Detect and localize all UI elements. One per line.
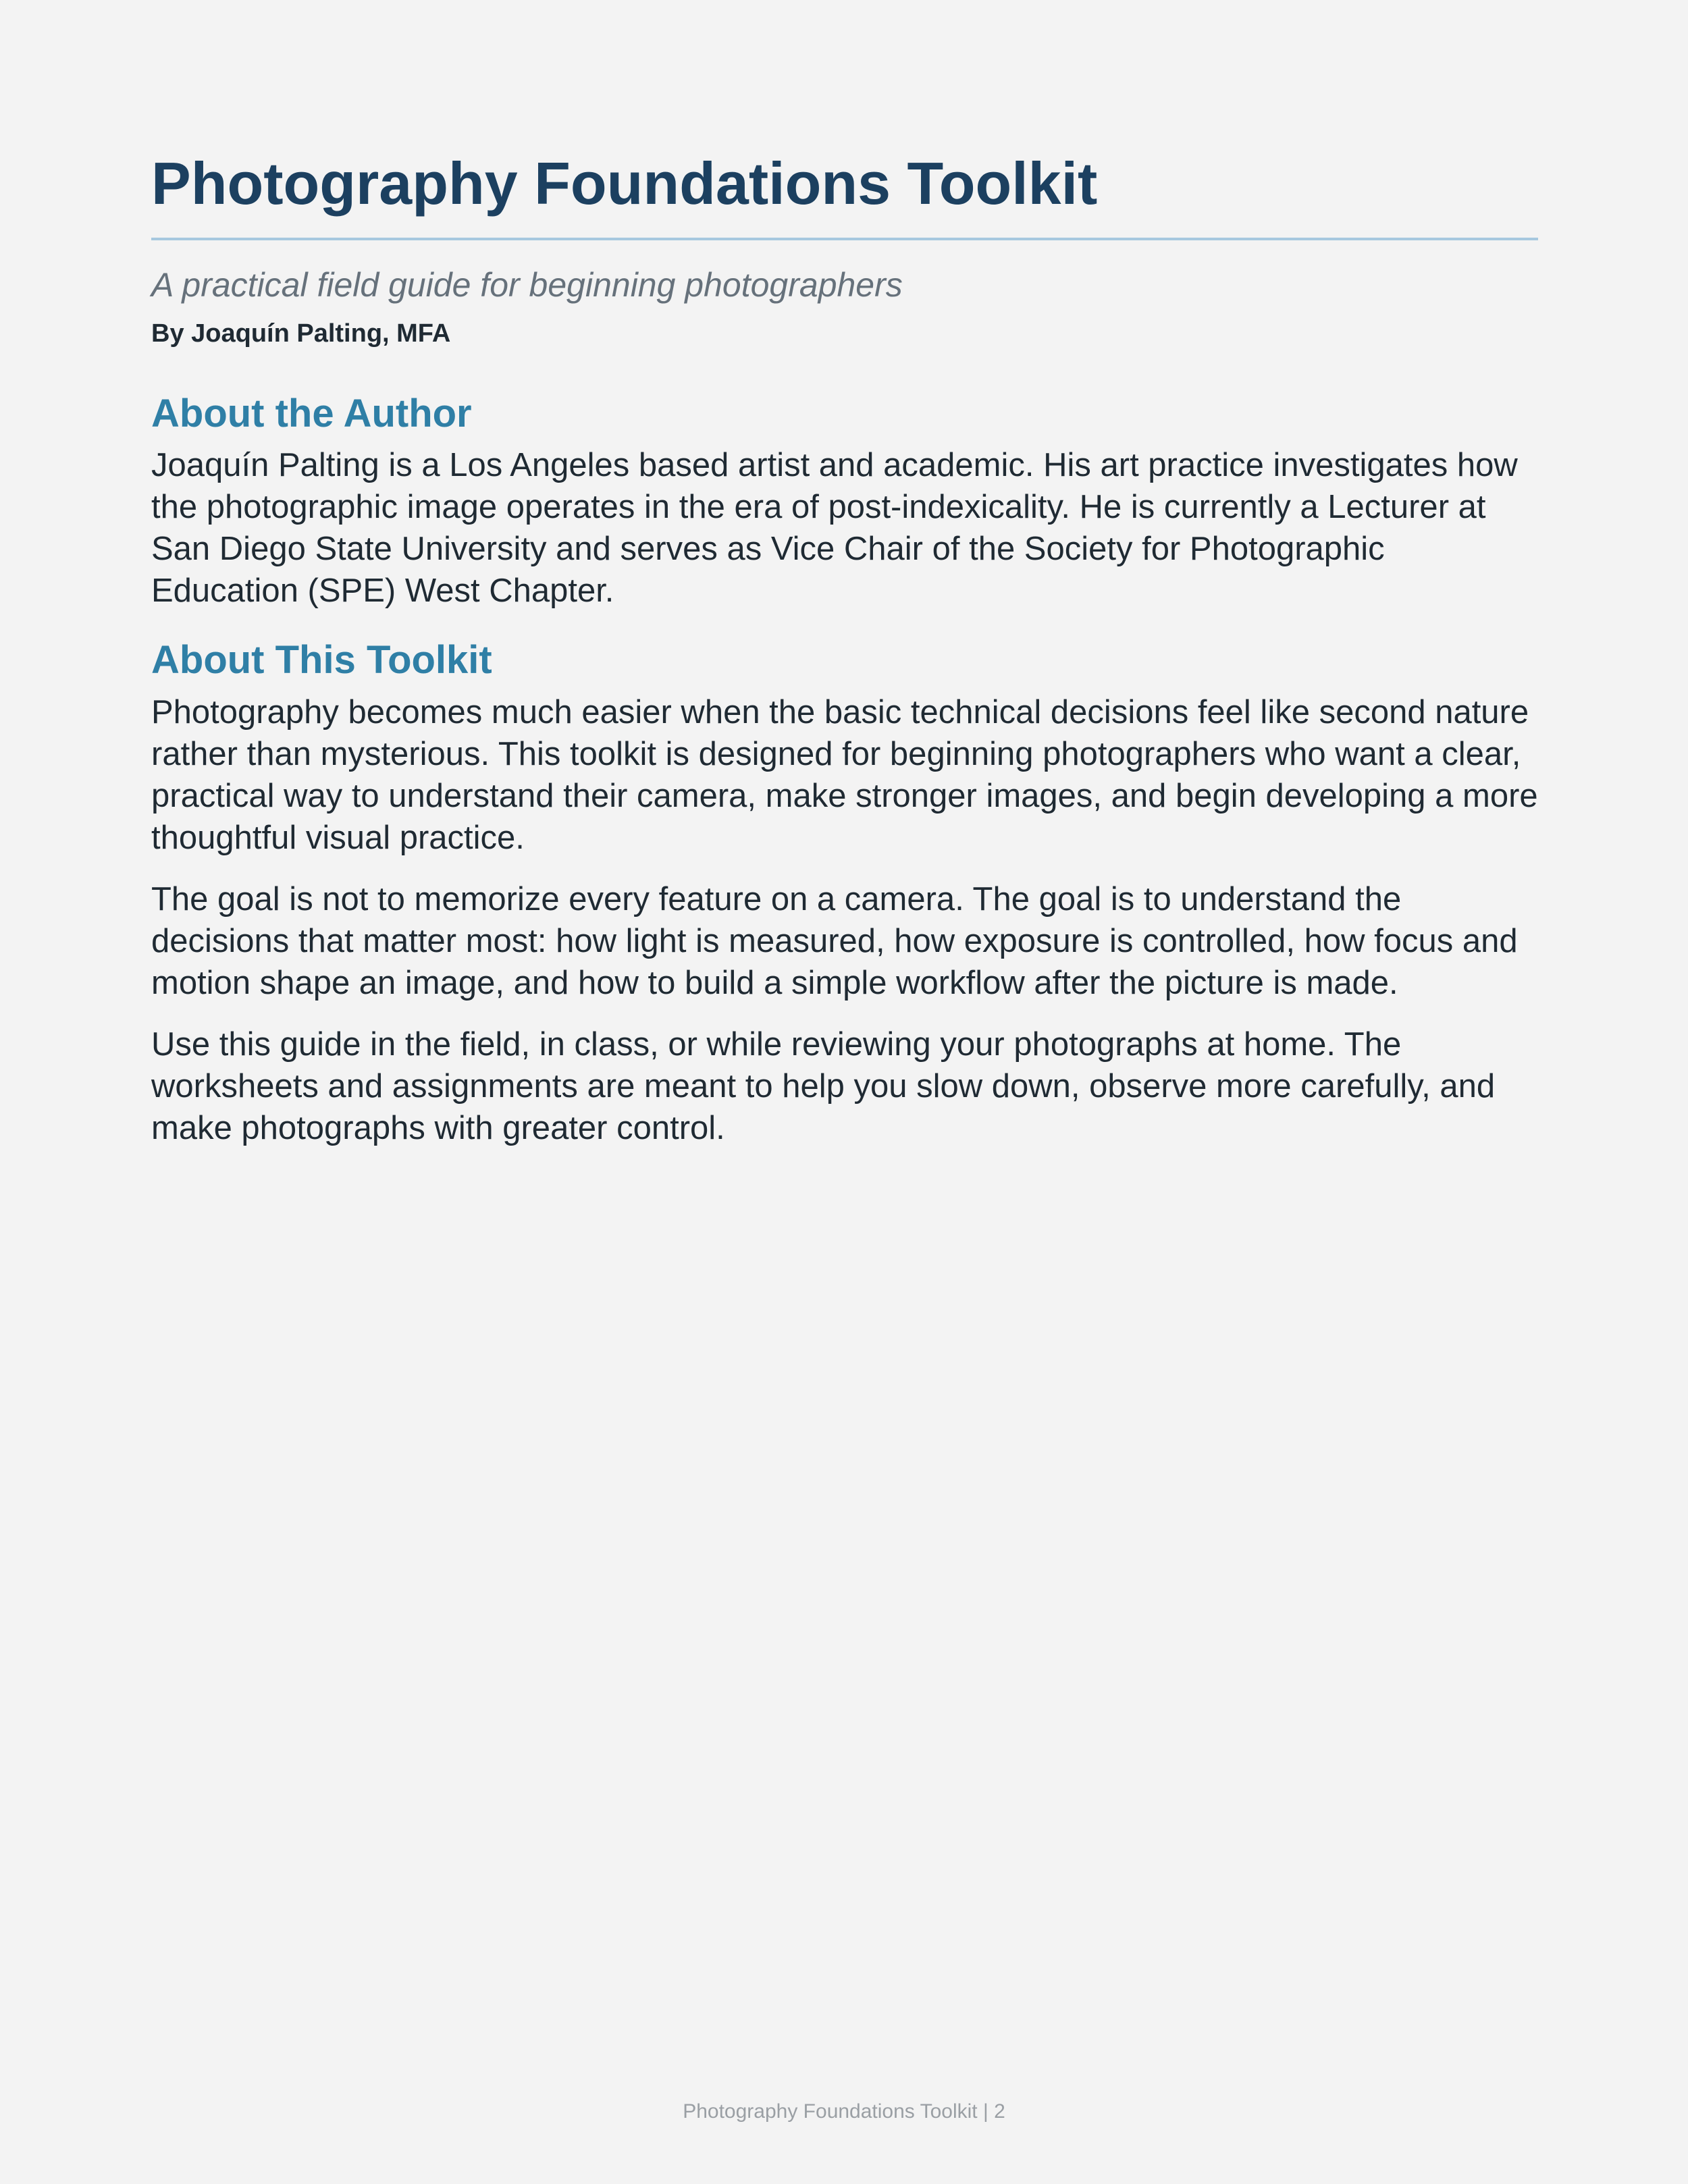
page-title: Photography Foundations Toolkit: [151, 150, 1098, 217]
section-heading-about-toolkit: About This Toolkit: [151, 638, 492, 682]
toolkit-paragraph-goal: The goal is not to memorize every feature on a camera. The goal is to understand the decisions that matter most: how light is measured, how exposure is controlled, how focus and motion shape an image, and how to build a simple workflow after the picture is made.: [151, 881, 1518, 1001]
document-subtitle: A practical field guide for beginning photographers: [151, 266, 903, 304]
author-bio-paragraph: Joaquín Palting is a Los Angeles based artist and academic. His art practice investigates how the photographic image operates in the era of post-indexicality. He is currently a Lecturer at San Diego State University and serves as Vice Chair of the Society for Photographic Education (SPE) West Chapter.: [151, 447, 1518, 609]
toolkit-paragraph-intro: Photography becomes much easier when the basic technical decisions feel like second nature rather than mysterious. This toolkit is designed for beginning photographers who want a clear, practical way to understand their camera, make stronger images, and begin developing a more thoughtful visual practice.: [151, 694, 1538, 856]
toolkit-paragraph-usage: Use this guide in the field, in class, or while reviewing your photographs at home. The worksheets and assignments are meant to help you slow down, observe more carefully, and make photographs with greater control.: [151, 1026, 1496, 1146]
page-footer: Photography Foundations Toolkit | 2: [683, 2100, 1005, 2123]
author-byline: By Joaquín Palting, MFA: [151, 319, 451, 348]
section-heading-about-author: About the Author: [151, 392, 472, 435]
title-divider: [151, 238, 1538, 240]
